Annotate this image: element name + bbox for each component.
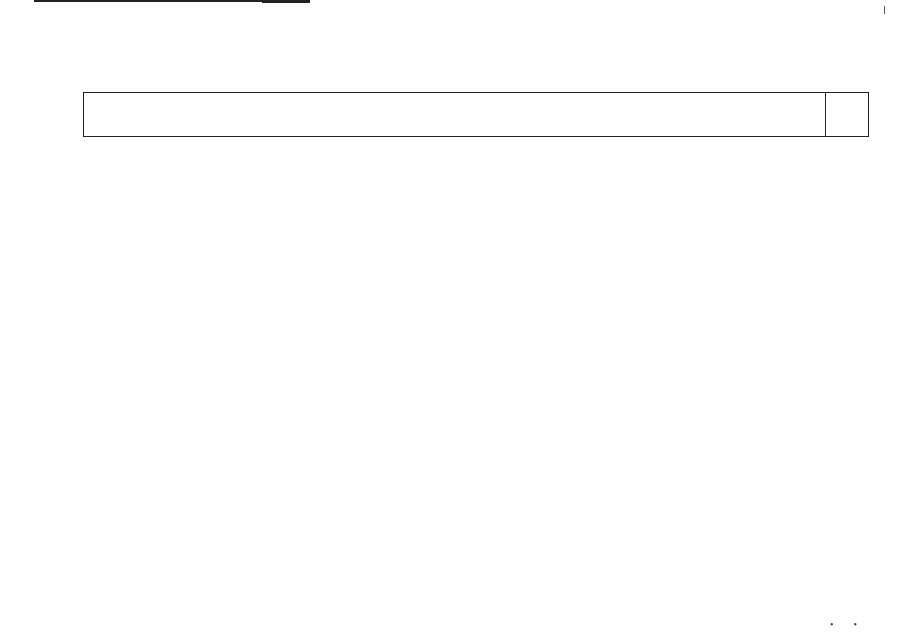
scan-edge-mark	[884, 6, 885, 14]
scan-edge-mark	[34, 0, 284, 2]
section-empty-cell	[826, 93, 869, 137]
scan-specks: • •	[830, 620, 858, 631]
indicators-table	[83, 92, 869, 137]
scan-edge-mark	[262, 0, 310, 3]
section-row	[84, 93, 869, 137]
section-title-cell	[84, 93, 826, 137]
